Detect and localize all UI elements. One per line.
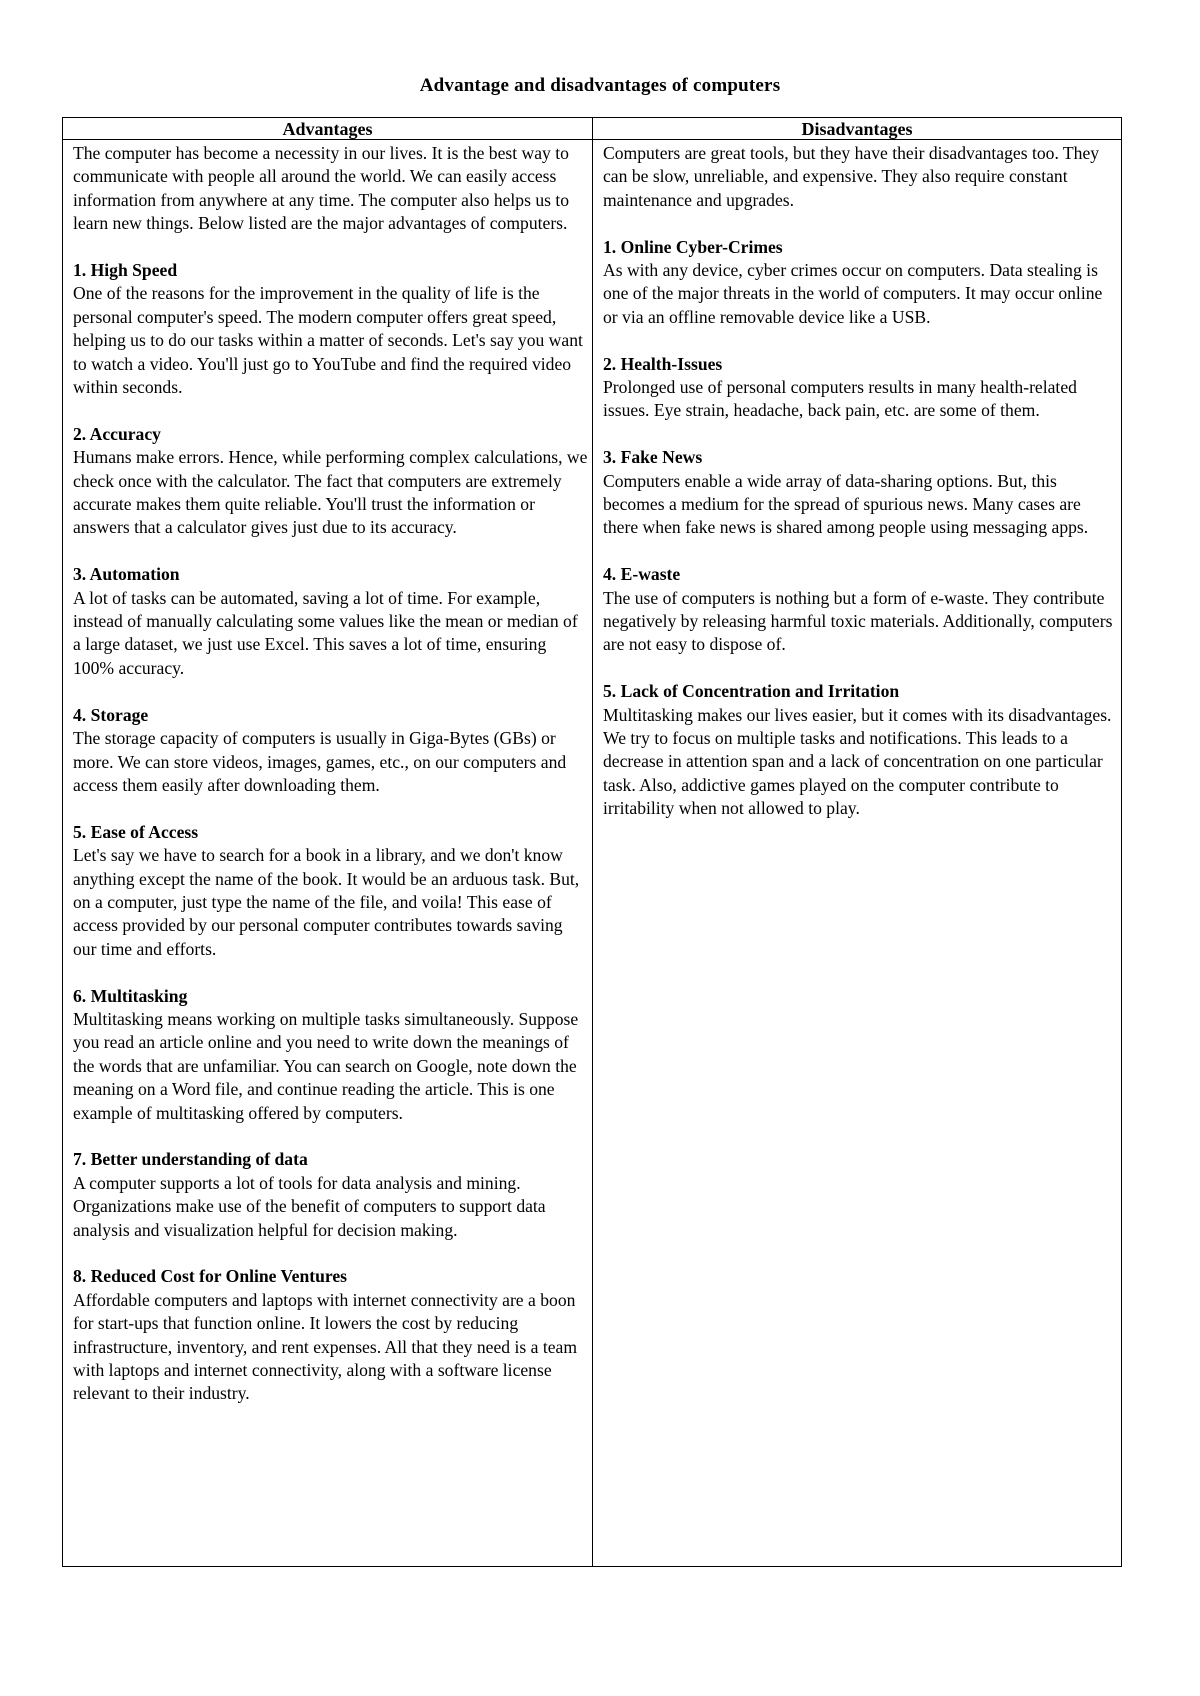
disadvantage-text: The use of computers is nothing but a form of e-waste. They contribute negatively by releasing harmful toxic materials. Additionally, computers are not easy to dispose of. bbox=[603, 587, 1113, 655]
advantage-heading: 7. Better understanding of data bbox=[73, 1149, 308, 1170]
advantage-heading: 6. Multitasking bbox=[73, 985, 188, 1006]
advantage-item-ease-of-access bbox=[73, 821, 588, 961]
disadvantage-heading: 3. Fake News bbox=[603, 447, 703, 468]
advantage-text: Let's say we have to search for a book in a library, and we don't know anything except the name of the book. It would be an arduous task. But, on a computer, just type the name of the file, and voila! This ease of access provided by our personal computer contributes towards saving our time and efforts. bbox=[73, 845, 580, 959]
disadvantage-text: As with any device, cyber crimes occur on computers. Data stealing is one of the major threats in the world of computers. It may occur online or via an offline removable device like a USB. bbox=[603, 260, 1103, 327]
disadvantage-text: Prolonged use of personal computers results in many health-related issues. Eye strain, headache, back pain, etc. are some of them. bbox=[603, 377, 1077, 421]
advantages-header: Advantages bbox=[282, 119, 373, 139]
advantage-heading: 8. Reduced Cost for Online Ventures bbox=[73, 1266, 348, 1287]
disadvantage-item-fake-news bbox=[603, 446, 1118, 540]
advantage-heading: 5. Ease of Access bbox=[73, 821, 199, 842]
advantage-text: Affordable computers and laptops with internet connectivity are a boon for start-ups that function online. It lowers the cost by reducing infrastructure, inventory, and rent expenses. All that they need is a team with laptops and internet connectivity, along with a software license relevant to their industry. bbox=[73, 1289, 578, 1404]
advantage-item-automation bbox=[73, 563, 588, 680]
advantage-text: A computer supports a lot of tools for data analysis and mining. Organizations make use of the benefit of computers to support data analysis and visualization helpful for decision making. bbox=[73, 1172, 546, 1240]
advantage-item-accuracy bbox=[73, 423, 588, 540]
page-title: Advantage and disadvantages of computers bbox=[419, 75, 781, 96]
header-rule bbox=[63, 139, 1121, 140]
advantage-item-multitasking bbox=[73, 985, 588, 1125]
advantage-text: A lot of tasks can be automated, saving a lot of time. For example, instead of manually calculating some values like the mean or median of a large dataset, we just use Excel. This saves a lot of time, ensuring 100% accuracy. bbox=[73, 587, 578, 678]
disadvantage-heading: 1. Online Cyber-Crimes bbox=[603, 236, 783, 257]
advantage-heading: 2. Accuracy bbox=[73, 423, 161, 444]
advantages-intro: The computer has become a necessity in our lives. It is the best way to communicate with people all around the world. We can easily access information from anywhere at any time. The computer also helps us to learn new things. Below listed are the major advantages of computers. bbox=[73, 143, 570, 234]
disadvantage-heading: 2. Health-Issues bbox=[603, 353, 723, 374]
disadvantages-column bbox=[603, 142, 1118, 821]
column-divider bbox=[592, 118, 593, 1566]
disadvantage-item-health-issues bbox=[603, 353, 1118, 423]
disadvantage-item-e-waste bbox=[603, 563, 1118, 657]
advantage-heading: 1. High Speed bbox=[73, 260, 178, 281]
advantage-text: Multitasking means working on multiple tasks simultaneously. Suppose you read an article online and you need to write down the meanings of the words that are unfamiliar. You can search on Google, note down the meaning on a Word file, and continue reading the article. This is one example of multitasking offered by computers. bbox=[73, 1008, 579, 1123]
advantage-item-high-speed bbox=[73, 259, 588, 399]
advantage-item-reduced-cost bbox=[73, 1265, 588, 1405]
disadvantage-item-lack-of-concentration bbox=[603, 680, 1118, 820]
disadvantage-text: Computers enable a wide array of data-sharing options. But, this becomes a medium for the spread of spurious news. Many cases are there when fake news is shared among people using messaging apps. bbox=[603, 470, 1089, 538]
disadvantage-item-cyber-crimes bbox=[603, 236, 1118, 330]
comparison-table bbox=[62, 117, 1122, 1567]
disadvantages-intro: Computers are great tools, but they have their disadvantages too. They can be slow, unreliable, and expensive. They also require constant maintenance and upgrades. bbox=[603, 143, 1100, 210]
advantage-heading: 4. Storage bbox=[73, 704, 149, 725]
advantages-column bbox=[73, 142, 588, 1406]
disadvantage-text: Multitasking makes our lives easier, but it comes with its disadvantages. We try to focus on multiple tasks and notifications. This leads to a decrease in attention span and a lack of concentration on one particular task. Also, addictive games played on the computer contribute to irritability when not allowed to play. bbox=[603, 704, 1112, 819]
advantage-text: Humans make errors. Hence, while performing complex calculations, we check once with the calculator. The fact that computers are extremely accurate makes them quite reliable. You'll trust the information or answers that a calculator gives just due to its accuracy. bbox=[73, 447, 588, 538]
disadvantages-header: Disadvantages bbox=[801, 119, 913, 139]
disadvantage-heading: 4. E-waste bbox=[603, 564, 681, 585]
advantage-text: One of the reasons for the improvement in the quality of life is the personal computer's speed. The modern computer offers great speed, helping us to do our tasks within a matter of seconds. Let's say you want to watch a video. You'll just go to YouTube and find the required video within seconds. bbox=[73, 283, 583, 398]
advantage-heading: 3. Automation bbox=[73, 564, 180, 585]
advantage-text: The storage capacity of computers is usually in Giga-Bytes (GBs) or more. We can store videos, images, games, etc., on our computers and access them easily after downloading them. bbox=[73, 728, 567, 795]
advantage-item-storage bbox=[73, 704, 588, 798]
advantage-item-data-understanding bbox=[73, 1148, 588, 1242]
disadvantage-heading: 5. Lack of Concentration and Irritation bbox=[603, 681, 900, 702]
